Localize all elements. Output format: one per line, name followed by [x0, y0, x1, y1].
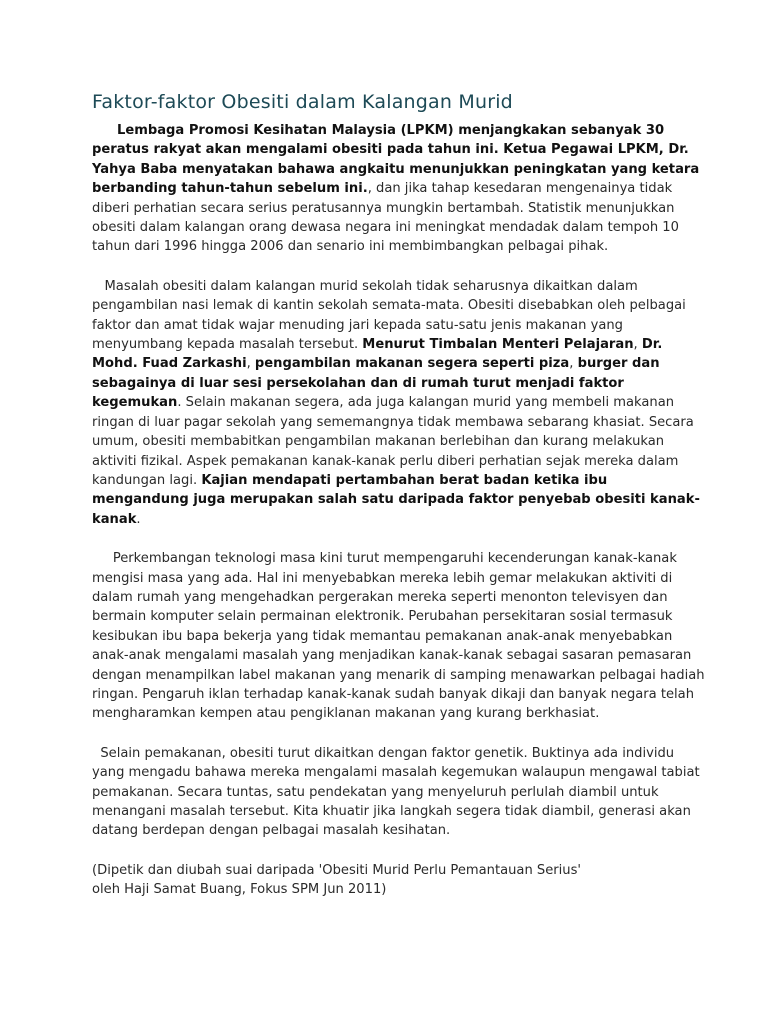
text-run: , — [633, 337, 642, 353]
text-run: , dan jika tahap kesedaran mengenainya tidak diberi perhatian secara serius peratusannya mungkin bertambah. Statistik menunjukkan obesiti dalam kalangan orang dewasa negara ini meningkat mendadak dalam tempoh 10 tahun dari 1996 hingga 2006 dan senario ini membimbangkan pelbagai pihak. — [92, 181, 679, 255]
paragraph — [92, 549, 708, 724]
source-citation — [92, 861, 708, 900]
source-line-1: (Dipetik dan diubah suai daripada 'Obesiti Murid Perlu Pemantauan Serius' — [92, 862, 582, 878]
paragraph — [92, 121, 708, 257]
bold-text-run: Dr. Mohd. Fuad Zarkashi — [92, 337, 663, 372]
bold-text-run: Menurut Timbalan Menteri Pelajaran — [362, 337, 634, 353]
paragraph-indent — [92, 551, 113, 566]
document-title: Faktor-faktor Obesiti dalam Kalangan Murid — [92, 91, 513, 113]
text-run: Masalah obesiti dalam kalangan murid sekolah tidak seharusnya dikaitkan dalam pengambilan nasi lemak di kantin sekolah semata-mata. Obesiti disebabkan oleh pelbagai faktor dan amat tidak wajar menuding jari kepada satu-satu jenis makanan yang menyumbang kepada masalah tersebut. — [92, 278, 686, 353]
paragraph-indent — [92, 279, 105, 294]
bold-text-run: burger dan sebagainya di luar sesi persekolahan dan di rumah turut menjadi faktor kegemukan — [92, 356, 660, 411]
text-run: . — [136, 511, 141, 527]
text-run: . Selain makanan segera, ada juga kalangan murid yang membeli makanan ringan di luar pagar sekolah yang sememangnya tidak membawa sebarang khasiat. Secara umum, obesiti membabitkan pengambilan makanan berlebihan dan kurang melakukan aktiviti fizikal. Aspek pemakanan kanak-kanak perlu diberi perhatian sejak mereka dalam kandungan lagi. — [92, 395, 694, 488]
text-run: Selain pemakanan, obesiti turut dikaitkan dengan faktor genetik. Buktinya ada individu yang mengadu bahawa mereka mengalami masalah kegemukan walaupun mengawal tabiat pemakanan. Secara tuntas, satu pendekatan yang menyeluruh perlulah diambil untuk menangani masalah tersebut. Kita khuatir jika langkah segera tidak diambil, generasi akan datang berdepan dengan pelbagai masalah kesihatan. — [92, 745, 700, 839]
article-body — [92, 121, 708, 841]
bold-text-run: Kajian mendapati pertambahan berat badan ketika ibu mengandung juga merupakan salah satu daripada faktor penyebab obesiti kanak-kanak — [92, 472, 700, 527]
source-line-2: oleh Haji Samat Buang, Fokus SPM Jun 2011) — [92, 882, 387, 898]
text-run: Perkembangan teknologi masa kini turut mempengaruhi kecenderungan kanak-kanak mengisi masa yang ada. Hal ini menyebabkan mereka lebih gemar melakukan aktiviti di dalam rumah yang mengehadkan pergerakan mereka seperti menonton televisyen dan bermain komputer selain permainan elektronik. Perubahan persekitaran sosial termasuk kesibukan ibu bapa bekerja yang tidak memantau pemakanan anak-anak menyebabkan anak-anak mengalami masalah yang menjadikan kanak-kanak sebagai sasaran pemasaran dengan menampilkan label makanan yang menarik di samping menawarkan pelbagai hadiah ringan. Pengaruh iklan terhadap kanak-kanak sudah banyak dikaji dan banyak negara telah mengharamkan kempen atau pengiklanan makanan yang kurang berkhasiat. — [92, 551, 705, 722]
paragraph — [92, 277, 708, 529]
paragraph — [92, 744, 708, 841]
text-run: , — [569, 356, 578, 372]
text-run: , — [246, 356, 255, 372]
bold-text-run: Lembaga Promosi Kesihatan Malaysia (LPKM) menjangkakan sebanyak 30 peratus rakyat akan mengalami obesiti pada tahun ini. Ketua Pegawai LPKM, Dr. Yahya Baba menyatakan bahawa angkaitu menunjukkan peningkatan yang ketara berbanding tahun-tahun sebelum ini. — [92, 123, 700, 197]
paragraph-indent — [92, 123, 117, 138]
bold-text-run: pengambilan makanan segera seperti piza — [254, 356, 570, 372]
